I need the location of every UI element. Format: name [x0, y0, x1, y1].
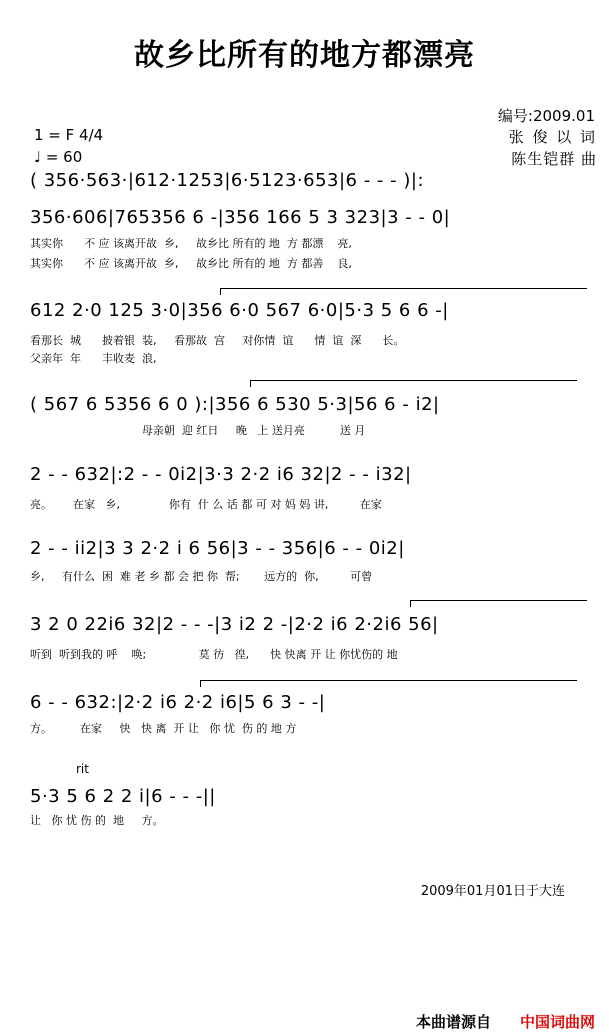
notation-line: 612 2·0 125 3·0|356 6·0 567 6·0|5·3 5 6 6 -| [30, 300, 449, 321]
footer-site-link[interactable]: 中国词曲网 [519, 1013, 595, 1031]
lyrics-verse-2: 其实你 不 应 该离开故 乡, 故乡比 所有的 地 方 都善 良, [30, 257, 352, 270]
lyrics-verse-1: 亮。 在家 乡, 你有 什 么 话 都 可 对 妈 妈 讲, 在家 [30, 498, 382, 511]
volta-bracket-1 [220, 288, 587, 295]
volta-bracket-1b [410, 600, 587, 607]
volta-bracket-2b [200, 680, 577, 687]
lyricist-credit: 张 俊 以 词 [508, 128, 597, 146]
date-place-note: 2009年01月01日于大连 [420, 884, 565, 899]
lyrics-verse-2: 父亲年 年 丰收麦 浪, [30, 352, 157, 365]
serial-number: 编号:2009.01 [497, 107, 595, 125]
volta-bracket-2 [250, 380, 577, 387]
lyrics-verse-1: 看那长 城 披着银 装, 看那故 宫 对你情 谊 情 谊 深 长。 [30, 334, 405, 347]
notation-line: 2 - - 632|:2 - - 0i2|3·3 2·2 i6 32|2 - - i32| [30, 464, 412, 485]
notation-line: 2 - - ii2|3 3 2·2 i 6 56|3 - - 356|6 - - 0i2| [30, 538, 405, 559]
ritardando-mark: rit [76, 762, 89, 776]
lyrics-verse-1: 方。 在家 快 快 离 开 让 你 忧 伤 的 地 方 [30, 722, 297, 735]
composer-credit: 陈生铠群 曲 [511, 150, 597, 168]
lyrics-verse-1: 乡, 有什么 困 难 老 乡 都 会 把 你 帮; 远方的 你, 可曾 [30, 570, 373, 583]
lyrics-verse-1: 其实你 不 应 该离开故 乡, 故乡比 所有的 地 方 都漂 亮, [30, 237, 352, 250]
lyrics-verse-1: 让 你 忧 伤 的 地 方。 [30, 814, 164, 827]
lyrics-verse-1: 听到 听到我的 呼 唤; 莫 彷 徨, 快 快离 开 让 你忧伤的 地 [30, 648, 398, 661]
notation-line: 5·3 5 6 2 2 i|6 - - -|| [30, 786, 216, 807]
notation-line: 6 - - 632:|2·2 i6 2·2 i6|5 6 3 - -| [30, 692, 326, 713]
footer-source-label: 本曲谱源自 [415, 1013, 491, 1031]
lyrics-verse-1: 母亲朝 迎 红日 晚 上 送月亮 送 月 [30, 424, 366, 437]
notation-line: 356·606|765356 6 -|356 166 5 3 323|3 - - 0| [30, 207, 451, 228]
page-title: 故乡比所有的地方都漂亮 [134, 38, 475, 73]
key-signature: 1 = F 4/4 [34, 126, 104, 144]
notation-line: 3 2 0 22i6 32|2 - - -|3 i2 2 -|2·2 i6 2·2i6 56| [30, 614, 439, 635]
notation-line: ( 356·563·|612·1253|6·5123·653|6 - - - )|: [30, 170, 425, 191]
tempo-mark: ♩ = 60 [34, 148, 83, 166]
notation-line: ( 567 6 5356 6 0 ):|356 6 530 5·3|56 6 - i2| [30, 394, 440, 415]
